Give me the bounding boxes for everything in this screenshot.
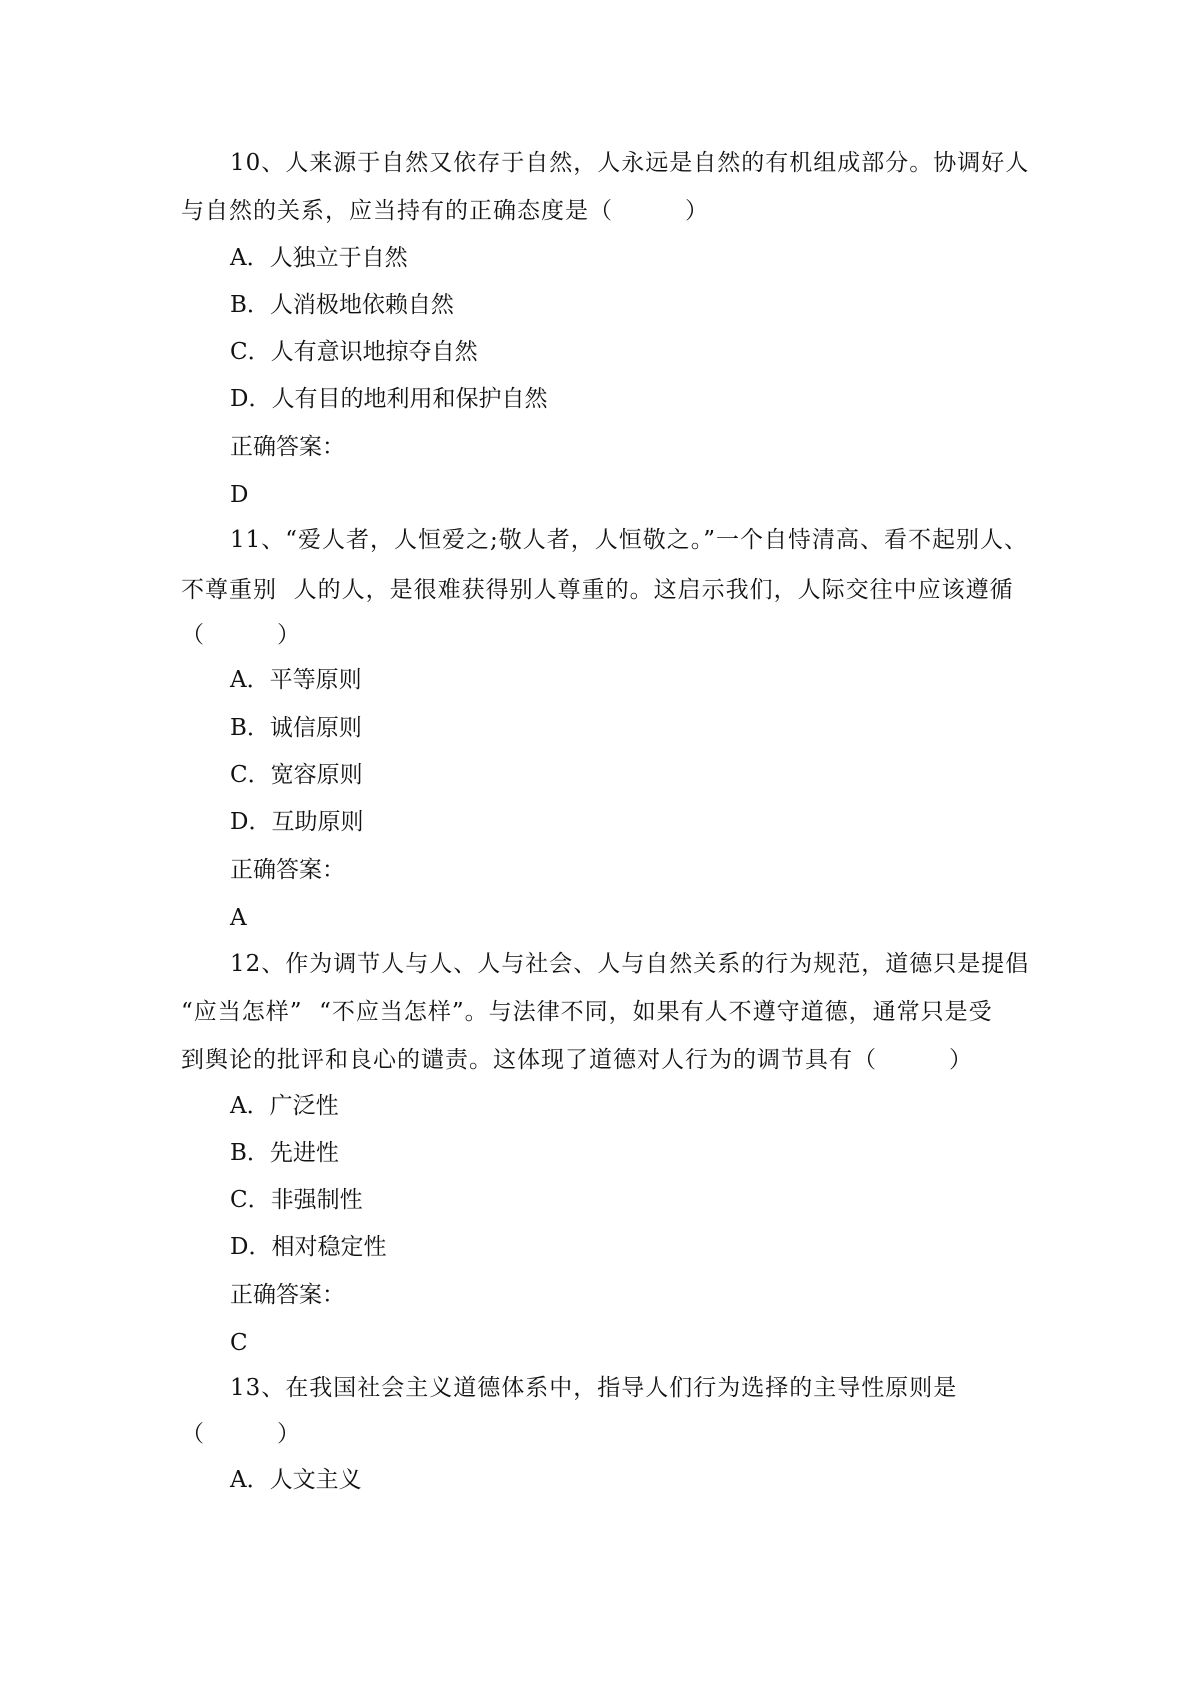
question-11-line-1: 11、“爱人者，人恒爱之;敬人者，人恒敬之。”一个自恃清高、看不起别人、: [230, 527, 1029, 553]
question-12-answer: C: [230, 1330, 248, 1356]
question-12-answer-label: 正确答案：: [230, 1282, 345, 1308]
question-12-line-2: “应当怎样” “不应当怎样”。与法律不同，如果有人不遵守道德，通常只是受: [181, 999, 993, 1025]
question-12-option-b: B．先进性: [230, 1140, 339, 1166]
question-11-answer: A: [230, 905, 247, 931]
question-10-option-b: B．人消极地依赖自然: [230, 292, 454, 318]
question-12-option-d: D．相对稳定性: [230, 1234, 387, 1260]
question-11-option-a: A．平等原则: [230, 667, 362, 693]
question-11-option-c: C．宽容原则: [230, 762, 363, 788]
question-13-line-1: 13、在我国社会主义道德体系中，指导人们行为选择的主导性原则是: [230, 1375, 958, 1401]
question-12-option-a: A．广泛性: [230, 1093, 339, 1119]
question-10-line-2: 与自然的关系，应当持有的正确态度是（ ）: [181, 198, 709, 224]
question-13-option-a: A．人文主义: [230, 1467, 362, 1493]
question-10-line-1: 10、人来源于自然又依存于自然，人永远是自然的有机组成部分。协调好人: [230, 150, 1030, 176]
question-10-answer: D: [230, 482, 249, 508]
question-12-line-1: 12、作为调节人与人、人与社会、人与自然关系的行为规范，道德只是提倡: [230, 951, 1030, 977]
question-11-answer-label: 正确答案：: [230, 857, 345, 883]
question-11-line-3: （ ）: [181, 622, 301, 648]
question-10-answer-label: 正确答案：: [230, 434, 345, 460]
question-10-option-a: A．人独立于自然: [230, 245, 408, 271]
question-11-line-2: 不尊重别 人的人，是很难获得别人尊重的。这启示我们，人际交往中应该遵循: [181, 577, 1014, 603]
question-11-option-d: D．互助原则: [230, 809, 364, 835]
question-10-option-d: D．人有目的地利用和保护自然: [230, 386, 548, 412]
question-12-line-3: 到舆论的批评和良心的谴责。这体现了道德对人行为的调节具有（ ）: [181, 1047, 973, 1073]
question-12-option-c: C．非强制性: [230, 1187, 363, 1213]
question-11-option-b: B．诚信原则: [230, 715, 362, 741]
question-10-option-c: C．人有意识地掠夺自然: [230, 339, 478, 365]
question-13-line-2: （ ）: [181, 1421, 301, 1447]
